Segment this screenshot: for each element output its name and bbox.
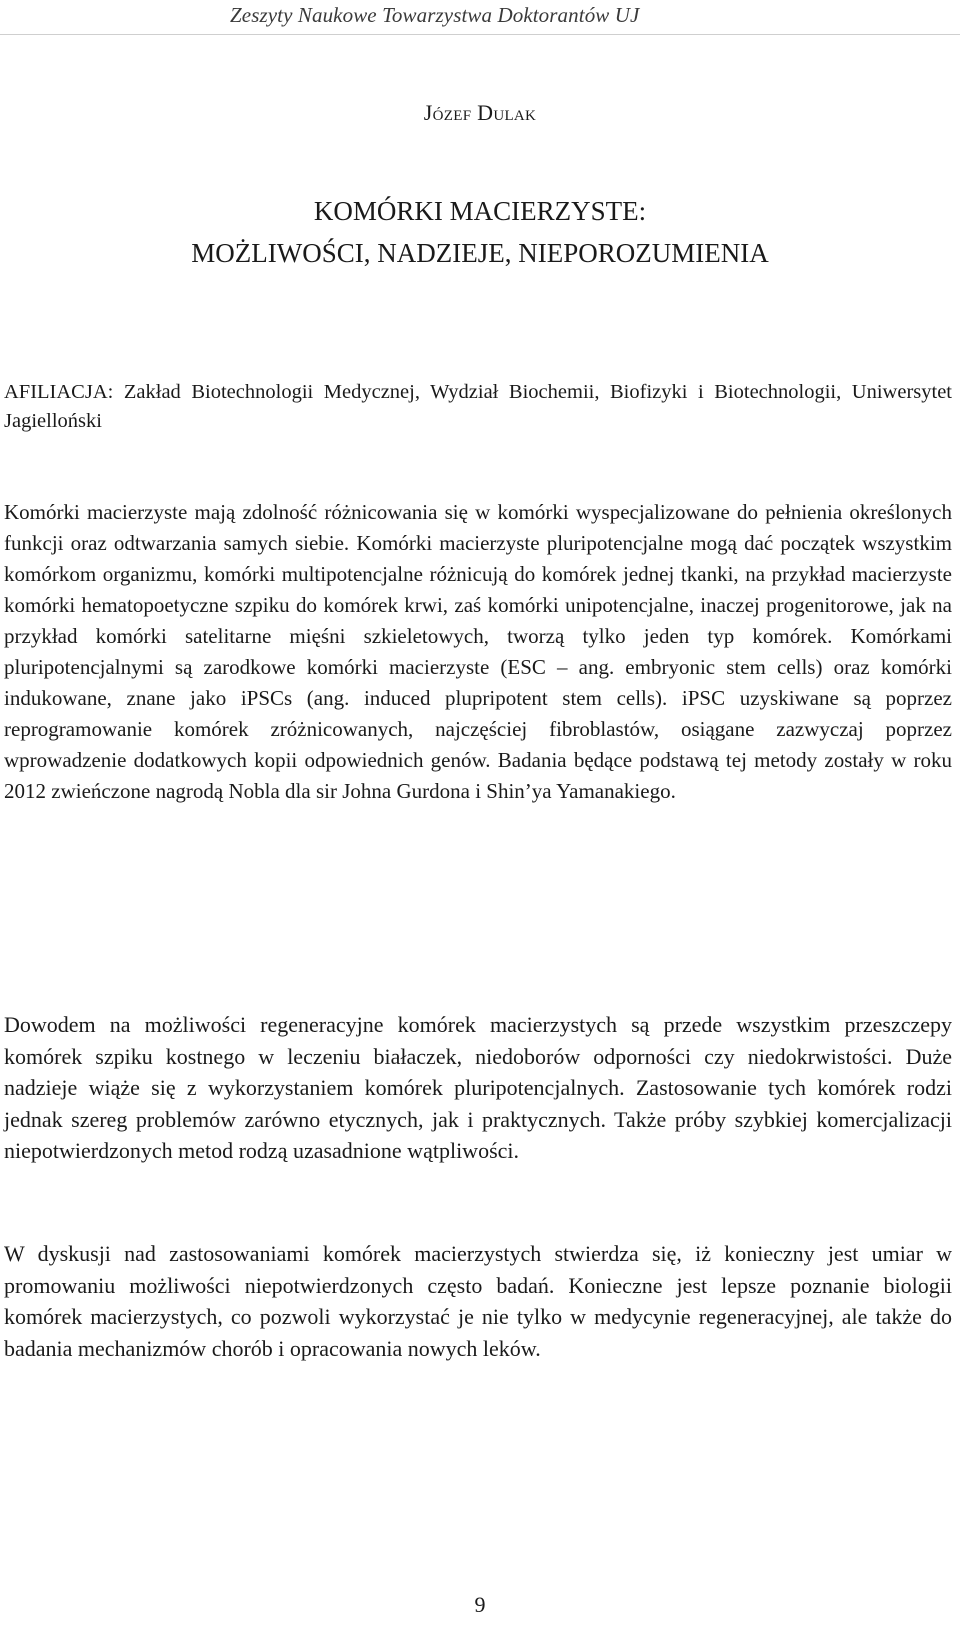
abstract-paragraph-2: Dowodem na możliwości regeneracyjne komórek macierzystych są przede wszystkim przeszczepy komórek szpiku kostnego w leczeniu białaczek, niedoborów odporności czy niedokrwistości. Duże nadzieje wiąże się z wykorzystaniem komórek pluripotencjalnych. Zastosowanie tych komórek rodzi jednak szereg problemów zarówno etycznych, jak i praktycznych. Także próby szybkiej komercjalizacji niepotwierdzonych metod rodzą uzasadnione wątpliwości. <box>4 1012 952 1163</box>
journal-title: Zeszyty Naukowe Towarzystwa Doktorantów UJ <box>230 3 640 27</box>
running-header <box>0 0 960 35</box>
article-title <box>0 190 960 274</box>
abstract-paragraph-1: Komórki macierzyste mają zdolność różnicowania się w komórki wyspecjalizowane do pełnienia określonych funkcji oraz odtwarzania samych siebie. Komórki macierzyste pluripotencjalne mogą dać początek wszystkim komórkom organizmu, komórki multipotencjalne różnicują do komórek jednej tkanki, na przykład macierzyste komórki hematopoetyczne szpiku do komórek krwi, zaś komórki unipotencjalne, inaczej progenitorowe, jak na przykład komórki satelitarne mięśni szkieletowych, tworzą tylko jeden typ komórek. Komórkami pluripotencjalnymi są zarodkowe komórki macierzyste (ESC – ang. embryonic stem cells) oraz komórki indukowane, znane jako iPSCs (ang. induced plupripotent stem cells). iPSC uzyskiwane są poprzez reprogramowanie komórek zróżnicowanych, najczęściej fibroblastów, osiągane zazwyczaj poprzez wprowadzenie dodatkowych kopii odpowiednich genów. Badania będące podstawą tej metody zostały w roku 2012 zwieńczone nagrodą Nobla dla sir Johna Gurdona i Shin’ya Yamanakiego. <box>4 500 952 803</box>
abstract-paragraph-3: W dyskusji nad zastosowaniami komórek macierzystych stwierdza się, iż konieczny jest umiar w promowaniu możliwości niepotwierdzonych często badań. Konieczne jest lepsze poznanie biologii komórek macierzystych, co pozwoli wykorzystać je nie tylko w medycynie regeneracyjnej, ale także do badania mechanizmów chorób i opracowania nowych leków. <box>4 1241 952 1361</box>
article-title-line-1: KOMÓRKI MACIERZYSTE: <box>313 196 647 226</box>
affiliation: AFILIACJA: Zakład Biotechnologii Medycznej, Wydział Biochemii, Biofizyki i Biotechnologii, Uniwersytet Jagielloński <box>4 381 952 432</box>
page-number: 9 <box>474 1592 486 1617</box>
article-title-line-2: MOŻLIWOŚCI, NADZIEJE, NIEPOROZUMIENIA <box>191 238 769 268</box>
author-name: Józef Dulak <box>423 100 537 125</box>
